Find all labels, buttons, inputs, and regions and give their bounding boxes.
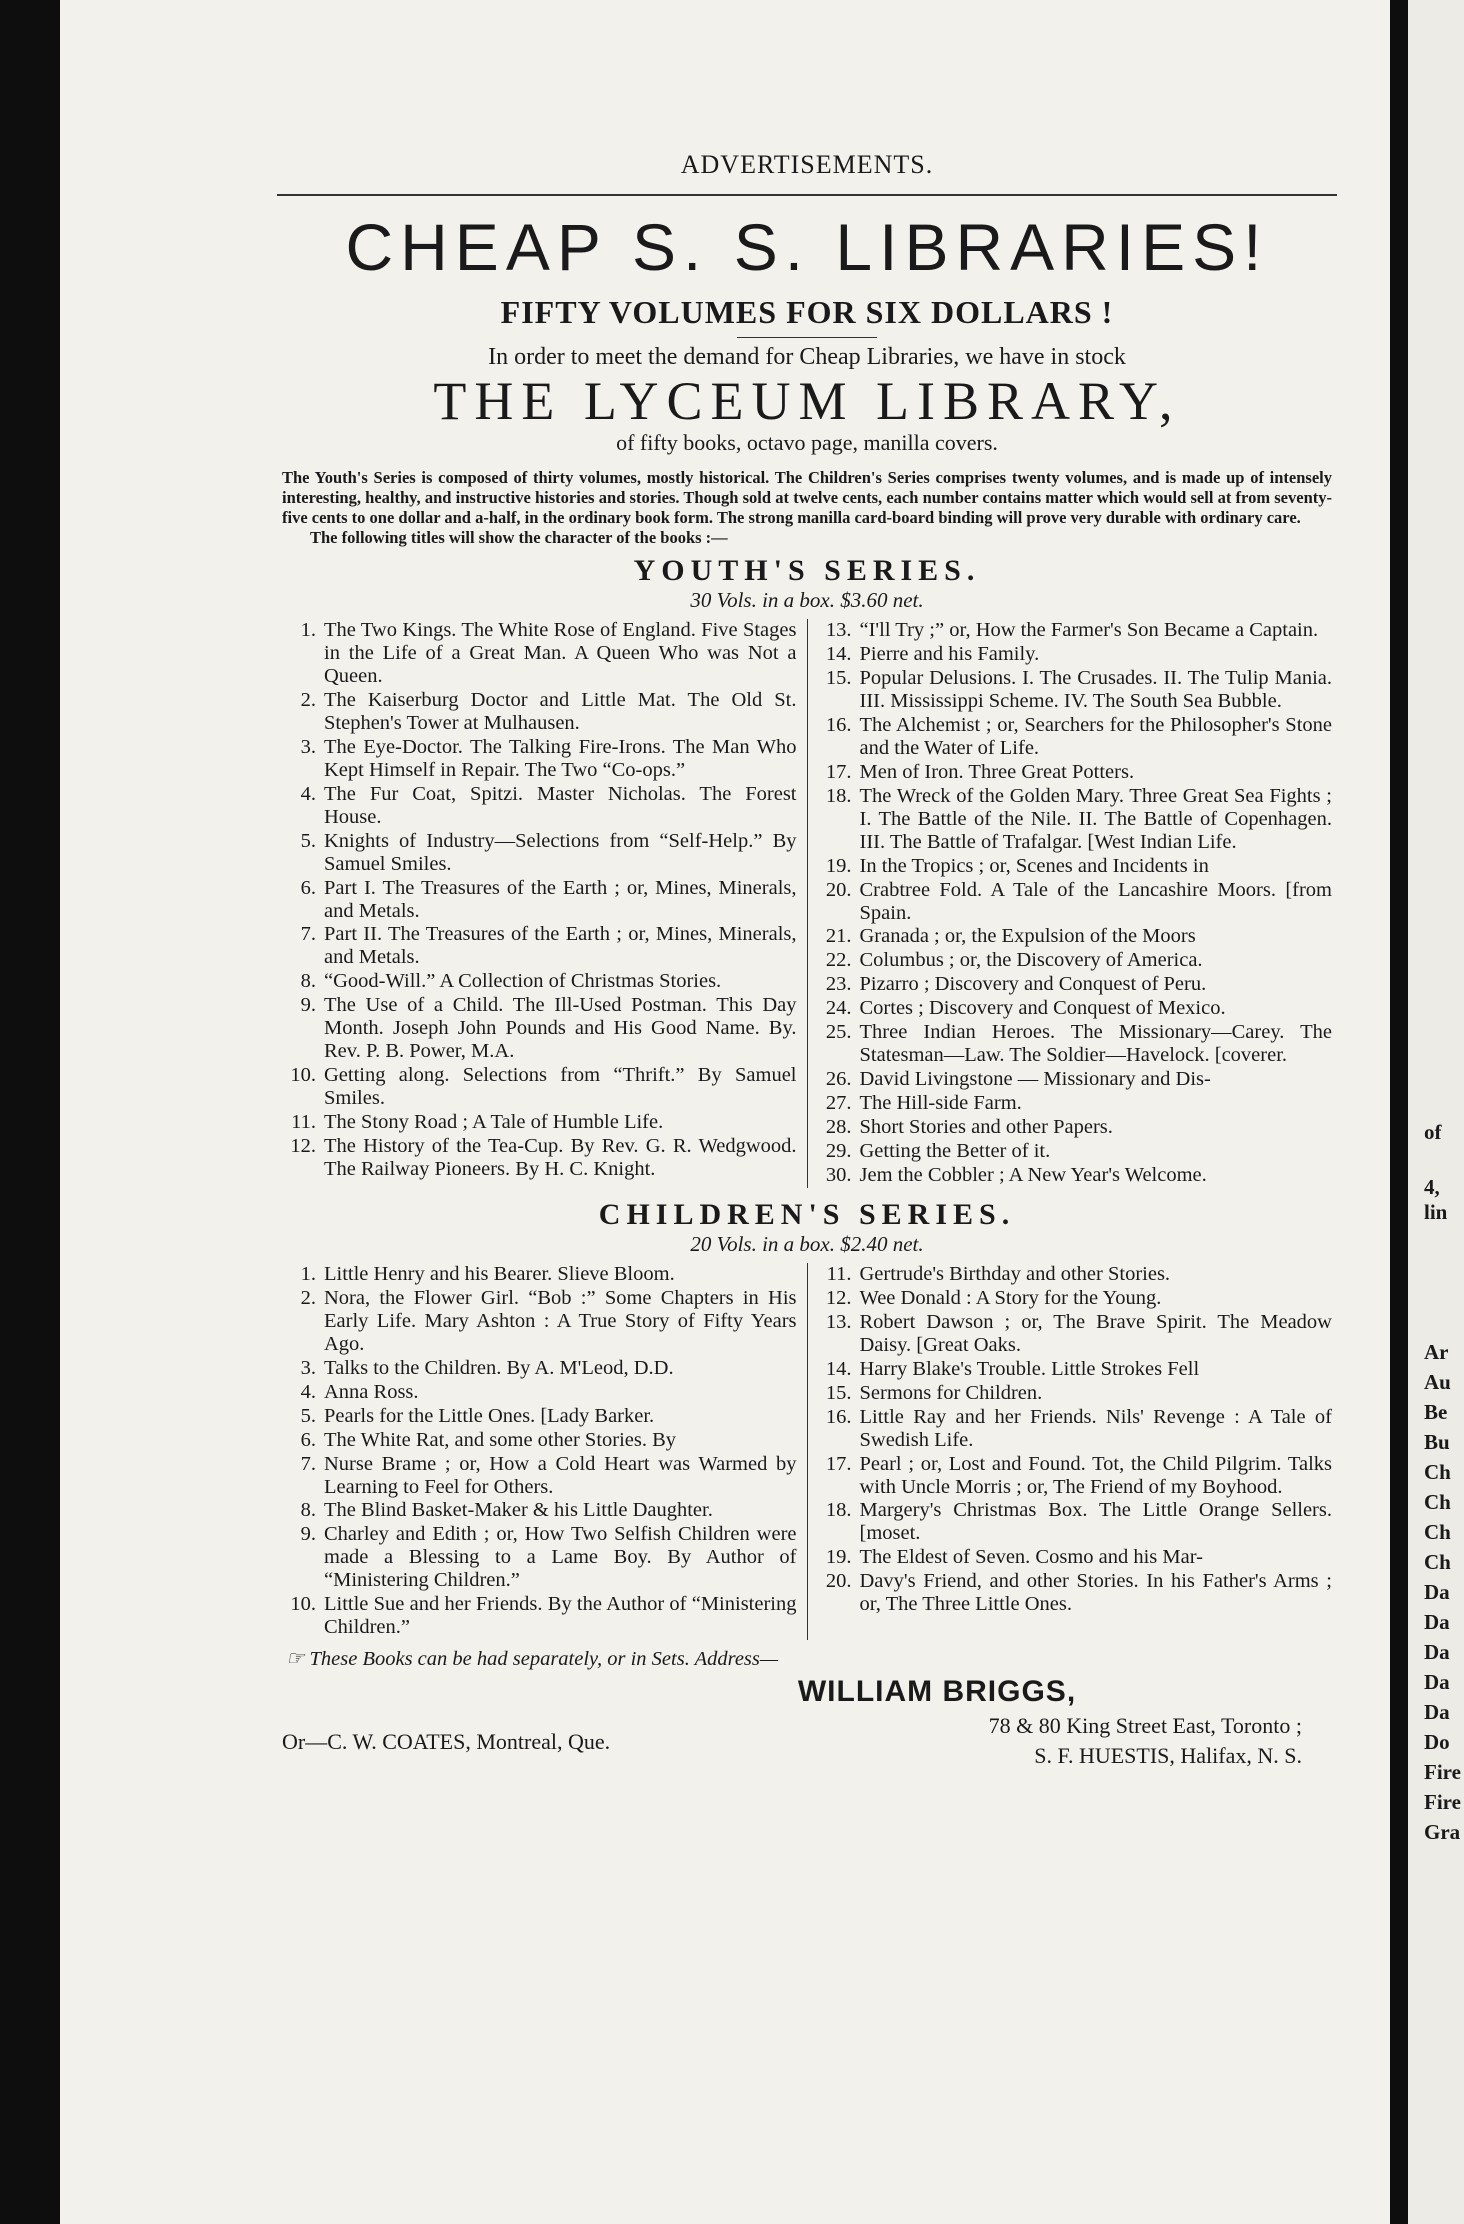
item-title: Charley and Edith ; or, How Two Selfish Children were made a Blessing to a Lame Boy. By Author of “Ministering Children.” — [324, 1523, 797, 1592]
book-list-item — [282, 923, 797, 969]
item-title: The Kaiserburg Doctor and Little Mat. The Old St. Stephen's Tower at Mulhausen. — [324, 688, 797, 734]
item-title: David Livingstone — Missionary and Dis- — [859, 1068, 1211, 1091]
book-list-item — [282, 783, 797, 829]
book-list-item — [818, 1140, 1333, 1163]
item-number: 24. — [825, 997, 852, 1020]
book-list-item — [818, 949, 1333, 972]
item-number: 5. — [300, 829, 316, 852]
book-list-item — [818, 714, 1333, 760]
item-title: Anna Ross. — [324, 1380, 419, 1403]
item-title: The Eldest of Seven. Cosmo and his Mar- — [859, 1546, 1203, 1569]
book-list-item — [818, 1021, 1333, 1067]
item-number: 11. — [291, 1111, 316, 1134]
address-toronto-halifax — [989, 1711, 1332, 1770]
item-title: Getting the Better of it. — [859, 1140, 1051, 1163]
book-list-item — [282, 1523, 797, 1592]
book-list-item — [282, 1287, 797, 1356]
youth-series-price: 30 Vols. in a box. $3.60 net. — [690, 588, 924, 613]
adjacent-page-fragment: Da — [1424, 1670, 1450, 1694]
item-number: 10. — [290, 1064, 316, 1087]
item-title: The Wreck of the Golden Mary. Three Great Sea Fights ; I. The Battle of the Nile. II. The Battle of Copenhagen. III. The Battle of Trafalgar. [West Indian Life. — [859, 784, 1332, 853]
book-list-item — [818, 643, 1333, 666]
book-list-item — [282, 619, 797, 688]
book-list-item — [282, 1381, 797, 1404]
item-title: Columbus ; or, the Discovery of America. — [859, 949, 1203, 972]
item-title: Pearl ; or, Lost and Found. Tot, the Child Pilgrim. Talks with Uncle Morris ; or, The Friend of my Boyhood. — [859, 1452, 1332, 1498]
address-row — [282, 1711, 1332, 1770]
adjacent-page-fragment: Fire — [1424, 1790, 1461, 1814]
book-list-item — [282, 689, 797, 735]
item-title: Knights of Industry—Selections from “Self-Help.” By Samuel Smiles. — [324, 829, 797, 875]
item-title: Pierre and his Family. — [859, 643, 1040, 666]
item-number: 3. — [300, 1356, 316, 1379]
adjacent-page-fragment: Da — [1424, 1610, 1450, 1634]
advertisement-content — [282, 150, 1332, 1771]
item-number: 5. — [300, 1404, 316, 1427]
item-title: Gertrude's Birthday and other Stories. — [859, 1262, 1171, 1285]
adjacent-page-fragment: Ar — [1424, 1340, 1449, 1364]
book-list-item — [818, 1499, 1333, 1545]
address-halifax: S. F. HUESTIS, Halifax, N. S. — [1034, 1742, 1302, 1768]
book-list-item — [818, 785, 1333, 854]
item-number: 9. — [300, 994, 316, 1017]
book-list-item — [282, 1263, 797, 1286]
children-right-column — [808, 1263, 1333, 1640]
book-list-item — [818, 761, 1333, 784]
book-list-item — [818, 1382, 1333, 1405]
item-title: Part II. The Treasures of the Earth ; or, Mines, Minerals, and Metals. — [324, 923, 797, 969]
adjacent-page-fragment: Bu — [1424, 1430, 1450, 1454]
adjacent-page-fragment: Ch — [1424, 1460, 1451, 1484]
address-montreal: Or—C. W. COATES, Montreal, Que. — [282, 1729, 611, 1755]
item-title: The Hill-side Farm. — [859, 1092, 1022, 1115]
item-number: 16. — [825, 1405, 852, 1428]
item-number: 8. — [300, 1499, 316, 1522]
book-list-item — [282, 877, 797, 923]
main-title: CHEAP S. S. LIBRARIES! — [345, 210, 1269, 284]
book-list-item — [282, 1453, 797, 1499]
item-number: 1. — [300, 619, 316, 642]
item-number: 16. — [825, 713, 852, 736]
book-list-item — [282, 1429, 797, 1452]
item-number: 15. — [825, 666, 852, 689]
item-number: 22. — [825, 949, 852, 972]
item-number: 11. — [826, 1262, 852, 1285]
book-list-item — [818, 1311, 1333, 1357]
item-title: The Stony Road ; A Tale of Humble Life. — [324, 1111, 664, 1134]
adjacent-page-fragment: of — [1424, 1120, 1442, 1144]
item-title: Davy's Friend, and other Stories. In his Father's Arms ; or, The Three Little Ones. — [859, 1570, 1332, 1616]
item-number: 19. — [825, 854, 852, 877]
item-title: Getting along. Selections from “Thrift.” By Samuel Smiles. — [324, 1064, 797, 1110]
item-title: Three Indian Heroes. The Missionary—Carey. The Statesman—Law. The Soldier—Havelock. [coverer. — [859, 1021, 1332, 1067]
item-number: 3. — [300, 735, 316, 758]
item-title: Talks to the Children. By A. M'Leod, D.D. — [324, 1356, 674, 1379]
item-number: 2. — [300, 688, 316, 711]
youth-left-column — [282, 619, 808, 1188]
book-list-item — [282, 994, 797, 1063]
book-list-item — [818, 997, 1333, 1020]
book-list-item — [282, 830, 797, 876]
adjacent-page-fragment: Fire — [1424, 1760, 1461, 1784]
item-number: 13. — [825, 1310, 852, 1333]
adjacent-page-fragment: Da — [1424, 1640, 1450, 1664]
item-number: 21. — [825, 925, 852, 948]
children-series-price: 20 Vols. in a box. $2.40 net. — [690, 1231, 924, 1256]
adjacent-page-fragment: Gra — [1424, 1820, 1461, 1844]
item-number: 10. — [290, 1593, 316, 1616]
adjacent-page-fragment: Do — [1424, 1730, 1450, 1754]
item-title: Margery's Christmas Box. The Little Orange Sellers. [moset. — [859, 1499, 1332, 1545]
book-list-item — [818, 1263, 1333, 1286]
item-number: 17. — [825, 760, 852, 783]
library-name: THE LYCEUM LIBRARY, — [433, 371, 1181, 431]
book-list-item — [282, 1405, 797, 1428]
item-title: Jem the Cobbler ; A New Year's Welcome. — [859, 1163, 1207, 1186]
item-title: The Alchemist ; or, Searchers for the Philosopher's Stone and the Water of Life. — [859, 713, 1332, 759]
book-list-item — [282, 1593, 797, 1639]
running-head: ADVERTISEMENTS. — [680, 150, 934, 179]
youth-series-title: YOUTH'S SERIES. — [633, 554, 981, 588]
children-series-list — [282, 1263, 1332, 1640]
book-list-item — [282, 970, 797, 993]
item-number: 6. — [300, 1428, 316, 1451]
item-title: Crabtree Fold. A Tale of the Lancashire Moors. [from Spain. — [859, 878, 1332, 924]
item-title: Short Stories and other Papers. — [859, 1116, 1113, 1139]
book-list-item — [282, 1064, 797, 1110]
item-title: Wee Donald : A Story for the Young. — [859, 1286, 1162, 1309]
item-number: 18. — [825, 784, 852, 807]
item-title: Harry Blake's Trouble. Little Strokes Fell — [859, 1357, 1200, 1380]
item-title: The Use of a Child. The Ill-Used Postman. This Day Month. Joseph John Pounds and His Good Name. By. Rev. P. B. Power, M.A. — [324, 994, 797, 1063]
item-title: The Blind Basket-Maker & his Little Daughter. — [324, 1499, 713, 1522]
adjacent-page-edge — [1408, 0, 1464, 2224]
adjacent-page-fragment: Da — [1424, 1580, 1450, 1604]
adjacent-page-fragment: Ch — [1424, 1520, 1451, 1544]
book-list-item — [818, 1092, 1333, 1115]
item-title: “Good-Will.” A Collection of Christmas Stories. — [324, 970, 722, 993]
item-number: 1. — [300, 1262, 316, 1285]
book-list-item — [818, 1068, 1333, 1091]
adjacent-page-fragment: Be — [1424, 1400, 1448, 1424]
book-list-item — [818, 1358, 1333, 1381]
item-number: 12. — [290, 1135, 316, 1158]
item-title: The White Rat, and some other Stories. By — [324, 1428, 677, 1451]
description-follow: The following titles will show the character of the books :— — [310, 528, 728, 548]
item-number: 15. — [825, 1381, 852, 1404]
item-title: The Fur Coat, Spitzi. Master Nicholas. The Forest House. — [324, 782, 797, 828]
short-rule — [737, 337, 877, 338]
book-list-item — [818, 1406, 1333, 1452]
intro-text: In order to meet the demand for Cheap Libraries, we have in stock — [488, 344, 1126, 370]
item-number: 18. — [825, 1499, 852, 1522]
publisher-name: WILLIAM BRIGGS, — [797, 1675, 1077, 1709]
item-title: Pearls for the Little Ones. [Lady Barker. — [324, 1404, 655, 1427]
item-number: 6. — [300, 876, 316, 899]
item-title: Part I. The Treasures of the Earth ; or, Mines, Minerals, and Metals. — [324, 876, 797, 922]
item-title: The History of the Tea-Cup. By Rev. G. R. Wedgwood. The Railway Pioneers. By H. C. Knight. — [324, 1135, 797, 1180]
item-title: Little Ray and her Friends. Nils' Revenge : A Tale of Swedish Life. — [859, 1405, 1332, 1451]
book-list-item — [818, 1116, 1333, 1139]
adjacent-page-fragment: Ch — [1424, 1550, 1451, 1574]
header-rule — [277, 194, 1337, 196]
item-title: The Two Kings. The White Rose of England. Five Stages in the Life of a Great Man. A Queen Who was Not a Queen. — [324, 619, 797, 687]
book-list-item — [818, 619, 1333, 642]
item-title: Nurse Brame ; or, How a Cold Heart was Warmed by Learning to Feel for Others. — [324, 1452, 797, 1498]
item-title: Cortes ; Discovery and Conquest of Mexico. — [859, 997, 1226, 1020]
book-list-item — [282, 736, 797, 782]
adjacent-page-fragment: Au — [1424, 1370, 1451, 1394]
item-number: 29. — [825, 1140, 852, 1163]
item-number: 19. — [825, 1546, 852, 1569]
book-list-item — [282, 1111, 797, 1134]
book-list-item — [282, 1135, 797, 1181]
item-number: 7. — [300, 923, 316, 946]
format-text: of fifty books, octavo page, manilla covers. — [616, 429, 998, 455]
item-title: Nora, the Flower Girl. “Bob :” Some Chapters in His Early Life. Mary Ashton : A True Story of Fifty Years Ago. — [324, 1286, 797, 1355]
item-number: 7. — [300, 1452, 316, 1475]
series-description: The Youth's Series is composed of thirty volumes, mostly historical. The Children's Series comprises twenty volumes, and is made up of intensely interesting, healthy, and instructive histories and stories. Though sold at twelve cents, each number contains matter which would sell at from seventy-five cents to one dollar and a-half, in the ordinary book form. The strong manilla card-board binding will prove very durable with ordinary care. — [282, 467, 1332, 527]
book-list-item — [818, 667, 1333, 713]
item-title: “I'll Try ;” or, How the Farmer's Son Became a Captain. — [859, 619, 1319, 642]
item-number: 20. — [825, 878, 852, 901]
book-list-item — [818, 1164, 1333, 1187]
item-title: Men of Iron. Three Great Potters. — [859, 760, 1135, 783]
adjacent-page-fragment: 4, — [1424, 1175, 1440, 1199]
youth-series-list — [282, 619, 1332, 1188]
book-list-item — [818, 925, 1333, 948]
item-title: In the Tropics ; or, Scenes and Incidents in — [859, 854, 1209, 877]
item-number: 14. — [825, 1357, 852, 1380]
book-list-item — [818, 1546, 1333, 1569]
item-number: 13. — [825, 619, 852, 642]
book-list-item — [282, 1499, 797, 1522]
book-list-item — [818, 1453, 1333, 1499]
item-number: 20. — [825, 1570, 852, 1593]
item-number: 25. — [825, 1021, 852, 1044]
item-title: Little Henry and his Bearer. Slieve Bloom. — [324, 1262, 675, 1285]
item-title: Robert Dawson ; or, The Brave Spirit. The Meadow Daisy. [Great Oaks. — [859, 1310, 1332, 1356]
children-series-title: CHILDREN'S SERIES. — [598, 1197, 1016, 1231]
item-number: 4. — [300, 782, 316, 805]
adjacent-page-fragment: Ch — [1424, 1490, 1451, 1514]
item-number: 14. — [825, 643, 852, 666]
item-title: Granada ; or, the Expulsion of the Moors — [859, 925, 1196, 948]
item-title: Sermons for Children. — [859, 1381, 1043, 1404]
item-number: 9. — [300, 1523, 316, 1546]
adjacent-page-fragment: Da — [1424, 1700, 1450, 1724]
footer-note: ☞ These Books can be had separately, or in Sets. Address— — [286, 1648, 779, 1671]
item-number: 23. — [825, 973, 852, 996]
item-title: Pizarro ; Discovery and Conquest of Peru. — [859, 973, 1207, 996]
book-list-item — [282, 1357, 797, 1380]
item-number: 28. — [825, 1116, 852, 1139]
item-number: 30. — [825, 1163, 852, 1186]
item-title: Little Sue and her Friends. By the Author of “Ministering Children.” — [324, 1593, 797, 1639]
book-list-item — [818, 855, 1333, 878]
item-number: 12. — [825, 1286, 852, 1309]
item-title: The Eye-Doctor. The Talking Fire-Irons. The Man Who Kept Himself in Repair. The Two “Co-ops.” — [324, 735, 797, 781]
advertisement-page — [60, 0, 1390, 2224]
book-list-item — [818, 973, 1333, 996]
item-number: 27. — [825, 1092, 852, 1115]
adjacent-page-fragment: lin — [1424, 1200, 1448, 1224]
item-number: 2. — [300, 1286, 316, 1309]
item-number: 8. — [300, 970, 316, 993]
subtitle: FIFTY VOLUMES FOR SIX DOLLARS ! — [500, 294, 1114, 330]
book-list-item — [818, 1570, 1333, 1616]
children-left-column — [282, 1263, 808, 1640]
item-number: 17. — [825, 1452, 852, 1475]
item-title: Popular Delusions. I. The Crusades. II. The Tulip Mania. III. Mississippi Scheme. IV. The South Sea Bubble. — [859, 666, 1332, 712]
book-list-item — [818, 879, 1333, 925]
item-number: 26. — [825, 1068, 852, 1091]
address-toronto: 78 & 80 King Street East, Toronto ; — [988, 1713, 1302, 1739]
youth-right-column — [808, 619, 1333, 1188]
item-number: 4. — [300, 1380, 316, 1403]
book-list-item — [818, 1287, 1333, 1310]
